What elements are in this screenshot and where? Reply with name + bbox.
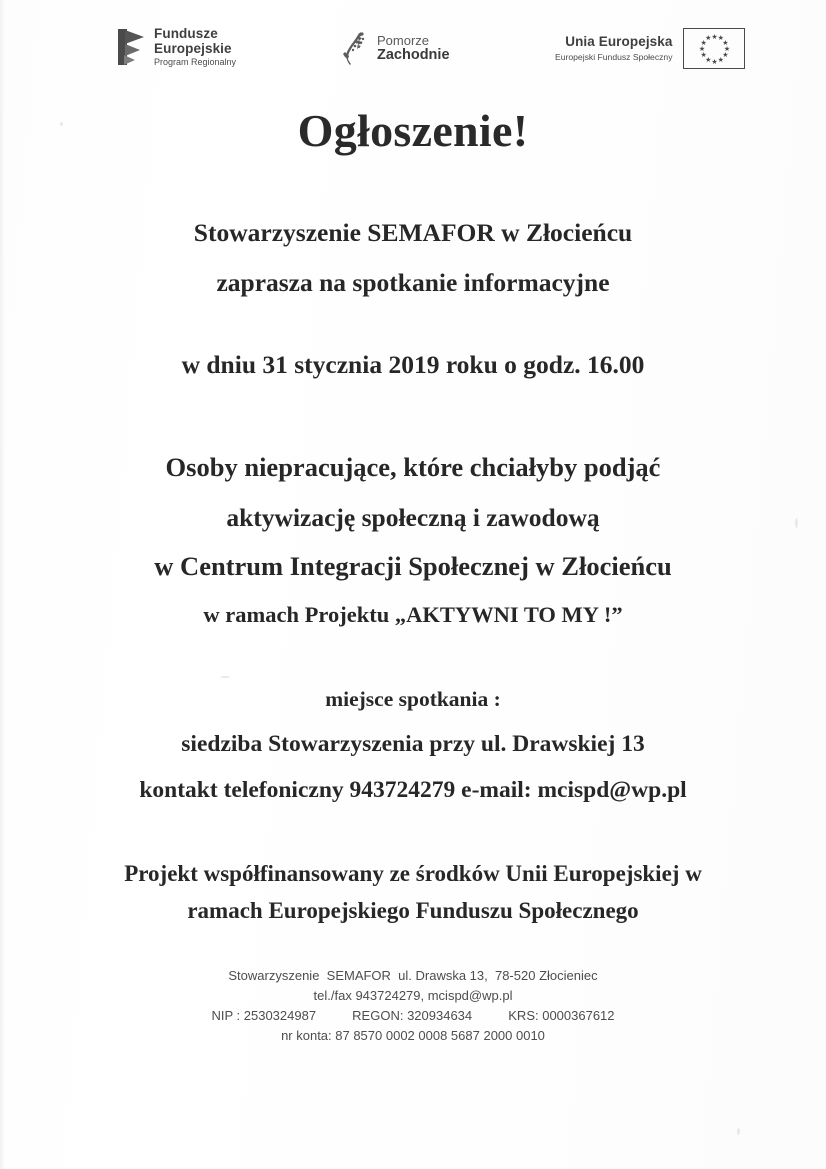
project-name-line: w ramach Projektu „AKTYWNI TO MY !” xyxy=(203,602,623,627)
eu-star-icon: ★ xyxy=(698,45,706,53)
eu-star-icon: ★ xyxy=(705,55,712,64)
audience-line-2: aktywizację społeczną i zawodową xyxy=(226,503,600,532)
footer-row-contact: tel./fax 943724279, mcispd@wp.pl xyxy=(313,988,513,1004)
footer-row-registration: NIP : 2530324987 REGON: 320934634 KRS: 0000367612 xyxy=(211,1008,615,1024)
unia-europejska-wordmark xyxy=(555,34,673,63)
logo-bar xyxy=(0,22,826,84)
eu-star-icon: ★ xyxy=(705,34,712,43)
venue-line: w Centrum Integracji Społecznej w Złocieńcu xyxy=(154,551,672,581)
scan-speck xyxy=(220,676,230,678)
eu-flag-stars-icon xyxy=(683,28,745,69)
page-title: Ogłoszenie! xyxy=(297,105,529,156)
eu-star-icon: ★ xyxy=(700,51,707,60)
scan-speck xyxy=(737,1128,740,1135)
footer-block xyxy=(0,966,826,1047)
logo-fundusze-europejskie xyxy=(118,26,236,67)
place-contact-line: kontakt telefoniczny 943724279 e-mail: mcispd@wp.pl xyxy=(139,777,687,803)
eu-star-icon: ★ xyxy=(717,55,724,64)
funding-line-1: Projekt współfinansowany ze środków Unii Europejskiej w xyxy=(124,861,702,886)
logo-pomorze-zachodnie xyxy=(340,30,450,68)
footer-row-organization: Stowarzyszenie SEMAFOR ul. Drawska 13, 78-520 Złocieniec xyxy=(228,968,598,983)
pomorze-zachodnie-griffin-icon xyxy=(340,30,370,68)
pomorze-zachodnie-wordmark xyxy=(377,34,450,63)
logo-unia-europejska xyxy=(555,28,745,69)
eu-star-icon: ★ xyxy=(723,45,731,53)
ue-line-2: Europejski Fundusz Społeczny xyxy=(555,52,673,63)
eu-star-icon: ★ xyxy=(711,57,718,66)
invite-line-1: Stowarzyszenie SEMAFOR w Złocieńcu xyxy=(193,218,633,247)
fe-line-1: Fundusze xyxy=(154,26,218,41)
funding-line-2: ramach Europejskiego Funduszu Społecznego xyxy=(187,898,639,923)
eu-star-icon: ★ xyxy=(711,32,718,41)
pz-line-1: Pomorze xyxy=(377,33,430,49)
fe-line-3: Program Regionalny xyxy=(154,57,237,68)
scan-speck xyxy=(795,518,798,528)
place-address-line: siedziba Stowarzyszenia przy ul. Drawskiej 13 xyxy=(181,731,645,757)
fe-line-2: Europejskie xyxy=(154,41,232,57)
pz-line-2: Zachodnie xyxy=(377,46,450,63)
place-heading: miejsce spotkania : xyxy=(325,687,501,711)
fundusze-europejskie-arrows-icon xyxy=(118,29,145,65)
eu-star-icon: ★ xyxy=(722,51,729,60)
invite-line-2: zaprasza na spotkanie informacyjne xyxy=(216,268,610,297)
eu-star-icon: ★ xyxy=(700,38,707,47)
eu-star-icon: ★ xyxy=(717,34,724,43)
footer-row-bank-account: nr konta: 87 8570 0002 0008 5687 2000 0010 xyxy=(281,1028,545,1044)
ue-line-1: Unia Europejska xyxy=(565,34,673,50)
audience-line-1: Osoby niepracujące, które chciałyby podjąć xyxy=(165,452,661,482)
meeting-date-line: w dniu 31 stycznia 2019 roku o godz. 16.00 xyxy=(181,350,645,379)
eu-star-icon: ★ xyxy=(722,38,729,47)
fundusze-europejskie-wordmark xyxy=(154,26,236,67)
